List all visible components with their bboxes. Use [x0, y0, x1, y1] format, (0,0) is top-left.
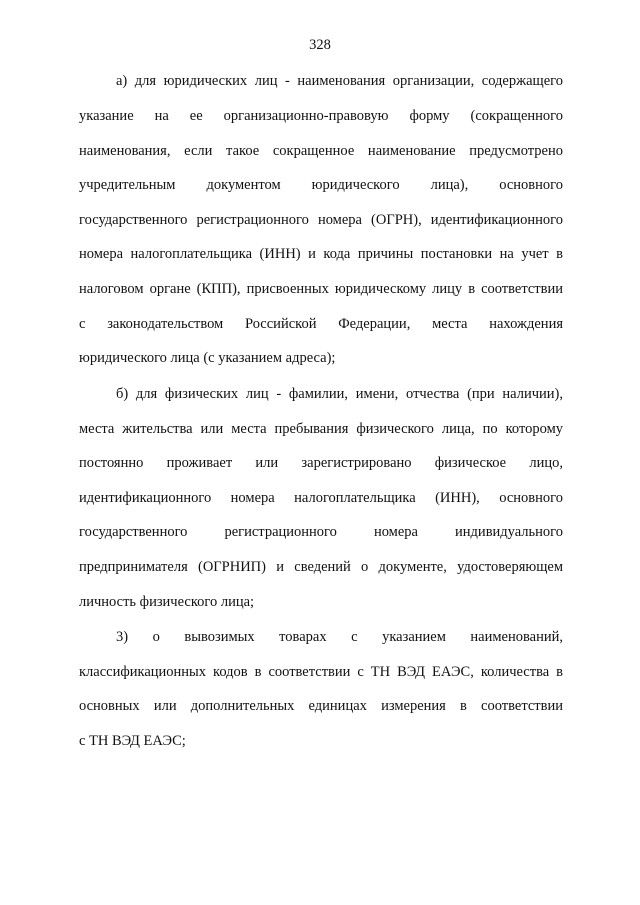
paragraph-b-line-2: места жительства или места пребывания физического лица, по которому — [79, 421, 563, 437]
paragraph-a-line-7: налоговом органе (КПП), присвоенных юридическому лицу в соответствии — [79, 281, 563, 297]
paragraph-a-line-1: а) для юридических лиц - наименования организации, содержащего — [116, 73, 563, 89]
paragraph-a-line-3: наименования, если такое сокращенное наименование предусмотрено — [79, 143, 563, 159]
paragraph-a-line-5: государственного регистрационного номера (ОГРН), идентификационного — [79, 212, 563, 228]
item-3-line-4: с ТН ВЭД ЕАЭС; — [79, 733, 186, 749]
paragraph-b-line-7: личность физического лица; — [79, 594, 255, 610]
item-3-line-1: 3) о вывозимых товарах с указанием наименований, — [116, 629, 563, 645]
item-3-line-2: классификационных кодов в соответствии с ТН ВЭД ЕАЭС, количества в — [79, 664, 563, 680]
paragraph-b-line-3: постоянно проживает или зарегистрировано физическое лицо, — [79, 455, 563, 471]
paragraph-b-line-5: государственного регистрационного номера индивидуального — [79, 524, 563, 540]
paragraph-b-line-1: б) для физических лиц - фамилии, имени, отчества (при наличии), — [116, 386, 563, 402]
paragraph-b-line-4: идентификационного номера налогоплательщика (ИНН), основного — [79, 490, 563, 506]
paragraph-a-line-6: номера налогоплательщика (ИНН) и кода причины постановки на учет в — [79, 246, 563, 262]
item-3-line-3: основных или дополнительных единицах измерения в соответствии — [79, 698, 563, 714]
paragraph-a-line-4: учредительным документом юридического лица), основного — [79, 177, 563, 193]
paragraph-b-line-6: предпринимателя (ОГРНИП) и сведений о документе, удостоверяющем — [79, 559, 563, 575]
paragraph-a-line-8: с законодательством Российской Федерации, места нахождения — [79, 316, 563, 332]
paragraph-a-line-2: указание на ее организационно-правовую форму (сокращенного — [79, 108, 563, 124]
paragraph-a-line-9: юридического лица (с указанием адреса); — [79, 350, 336, 366]
page-number: 328 — [309, 37, 331, 53]
